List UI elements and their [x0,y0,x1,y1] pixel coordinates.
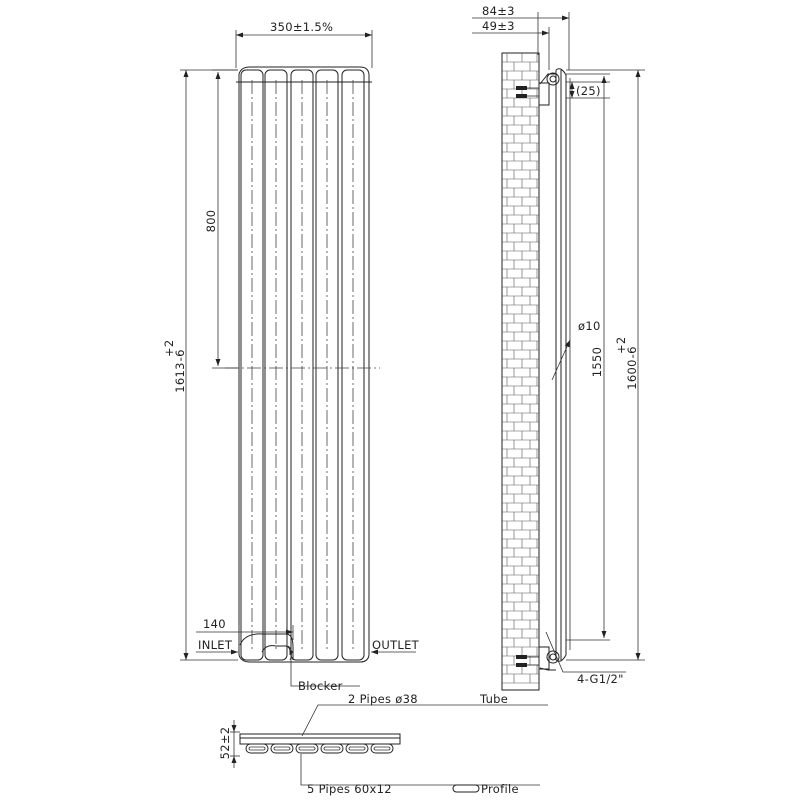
inner-depth-dimension: 49±3 [482,19,515,33]
connection-label: 4-G1/2" [577,672,624,686]
tube-label: Tube [480,692,509,706]
bottom-wall-bracket [516,647,559,670]
front-view [162,20,420,693]
side-height-tolerance-plus: +2 [614,336,628,354]
outlet-label: OUTLET [372,638,419,652]
bracket-offset-dimension: (25) [576,84,601,98]
section-depth-dimension: 52±2 [218,726,232,760]
front-height-tolerance-plus: +2 [162,339,176,357]
profile-pipes [246,744,393,753]
profile-label: Profile [481,782,519,796]
brick-wall [502,53,539,690]
center-dimension: 800 [204,209,218,233]
blocker-label: Blocker [298,679,343,693]
section-view [218,692,548,796]
bracket-spacing-dimension: 1550 [590,346,604,378]
profile-pipes-label: 5 Pipes 60x12 [307,782,392,796]
width-dimension: 350±1.5% [270,20,334,34]
tube-pipes-label: 2 Pipes ø38 [348,692,418,706]
inlet-label: INLET [198,638,233,652]
bar-diameter-dimension: ø10 [578,319,601,333]
inlet-offset-dimension: 140 [203,617,226,631]
side-view [472,4,645,690]
front-height-dimension: 1613-6 [173,349,187,393]
radiator-panels [241,70,364,660]
outer-depth-dimension: 84±3 [482,4,515,18]
side-height-dimension: 1600-6 [625,346,639,390]
profile-icon [453,785,479,792]
